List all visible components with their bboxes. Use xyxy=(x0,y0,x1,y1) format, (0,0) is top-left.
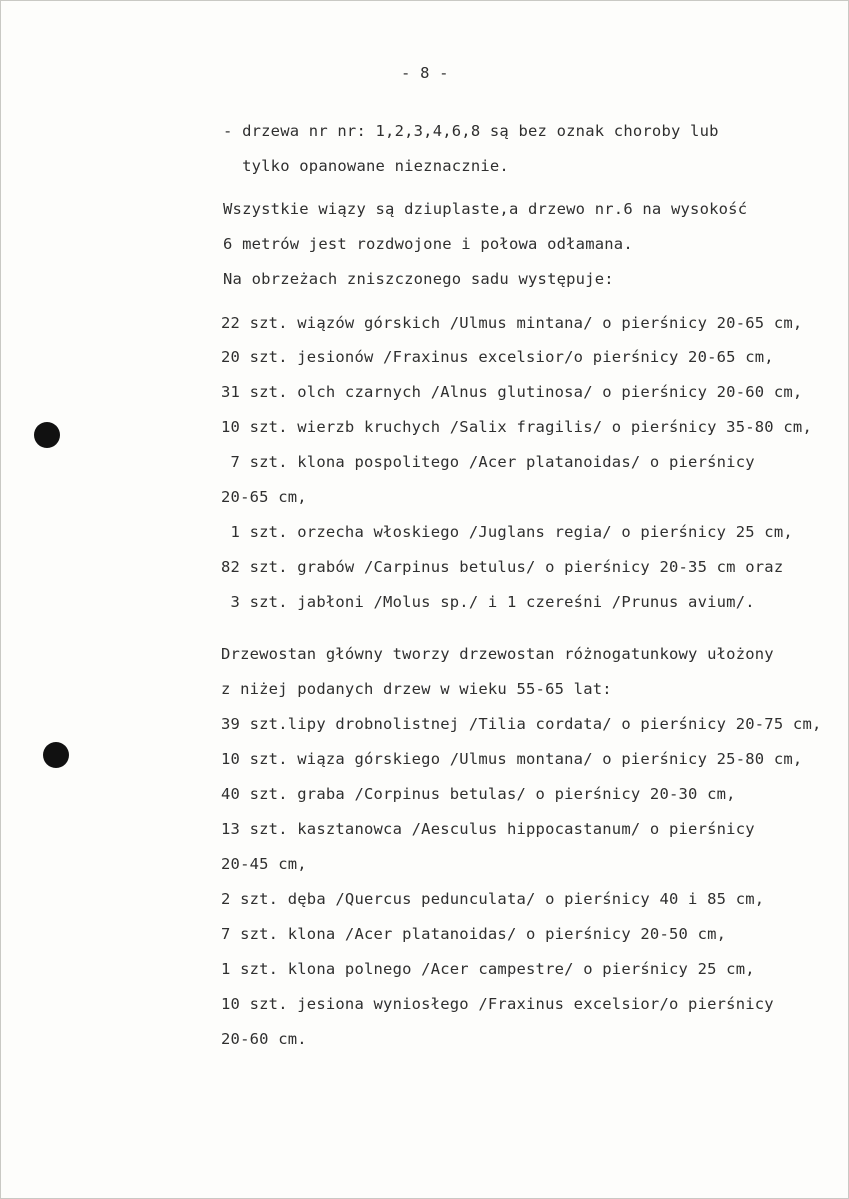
text-line: tylko opanowane nieznacznie. xyxy=(223,157,509,175)
list-item: 39 szt.lipy drobnolistnej /Tilia cordata/ o pierśnicy 20-75 cm, xyxy=(221,715,822,733)
punch-hole xyxy=(43,742,69,768)
text-line: Na obrzeżach zniszczonego sadu występuje: xyxy=(223,270,614,288)
list-item: 22 szt. wiązów górskich /Ulmus mintana/ o pierśnicy 20-65 cm, xyxy=(221,314,803,332)
text-line: Drzewostan główny tworzy drzewostan różnogatunkowy ułożony xyxy=(221,645,774,663)
list-item: 82 szt. grabów /Carpinus betulus/ o pierśnicy 20-35 cm oraz xyxy=(221,558,784,576)
list-item: 10 szt. jesiona wyniosłego /Fraxinus excelsior/o pierśnicy xyxy=(221,995,774,1013)
list-item: 10 szt. wierzb kruchych /Salix fragilis/ o pierśnicy 35-80 cm, xyxy=(221,418,812,436)
text-line: - drzewa nr nr: 1,2,3,4,6,8 są bez oznak choroby lub xyxy=(223,122,719,140)
list-item: 20-65 cm, xyxy=(221,488,307,506)
list-item: 20-60 cm. xyxy=(221,1030,307,1048)
list-item: 1 szt. orzecha włoskiego /Juglans regia/ o pierśnicy 25 cm, xyxy=(221,523,793,541)
list-item: 13 szt. kasztanowca /Aesculus hippocastanum/ o pierśnicy xyxy=(221,820,755,838)
page-number: - 8 - xyxy=(401,64,449,82)
text-line: z niżej podanych drzew w wieku 55-65 lat: xyxy=(221,680,612,698)
list-item: 3 szt. jabłoni /Molus sp./ i 1 czereśni /Prunus avium/. xyxy=(221,593,755,611)
text-line: Wszystkie wiązy są dziuplaste,a drzewo nr.6 na wysokość xyxy=(223,200,748,218)
list-item: 20 szt. jesionów /Fraxinus excelsior/o pierśnicy 20-65 cm, xyxy=(221,348,774,366)
list-item: 7 szt. klona pospolitego /Acer platanoidas/ o pierśnicy xyxy=(221,453,755,471)
list-item: 40 szt. graba /Corpinus betulas/ o pierśnicy 20-30 cm, xyxy=(221,785,736,803)
list-item: 31 szt. olch czarnych /Alnus glutinosa/ o pierśnicy 20-60 cm, xyxy=(221,383,803,401)
list-item: 1 szt. klona polnego /Acer campestre/ o pierśnicy 25 cm, xyxy=(221,960,755,978)
punch-hole xyxy=(34,422,60,448)
list-item: 2 szt. dęba /Quercus pedunculata/ o pierśnicy 40 i 85 cm, xyxy=(221,890,765,908)
list-item: 7 szt. klona /Acer platanoidas/ o pierśnicy 20-50 cm, xyxy=(221,925,727,943)
list-item: 20-45 cm, xyxy=(221,855,307,873)
text-line: 6 metrów jest rozdwojone i połowa odłamana. xyxy=(223,235,633,253)
list-item: 10 szt. wiąza górskiego /Ulmus montana/ o pierśnicy 25-80 cm, xyxy=(221,750,803,768)
